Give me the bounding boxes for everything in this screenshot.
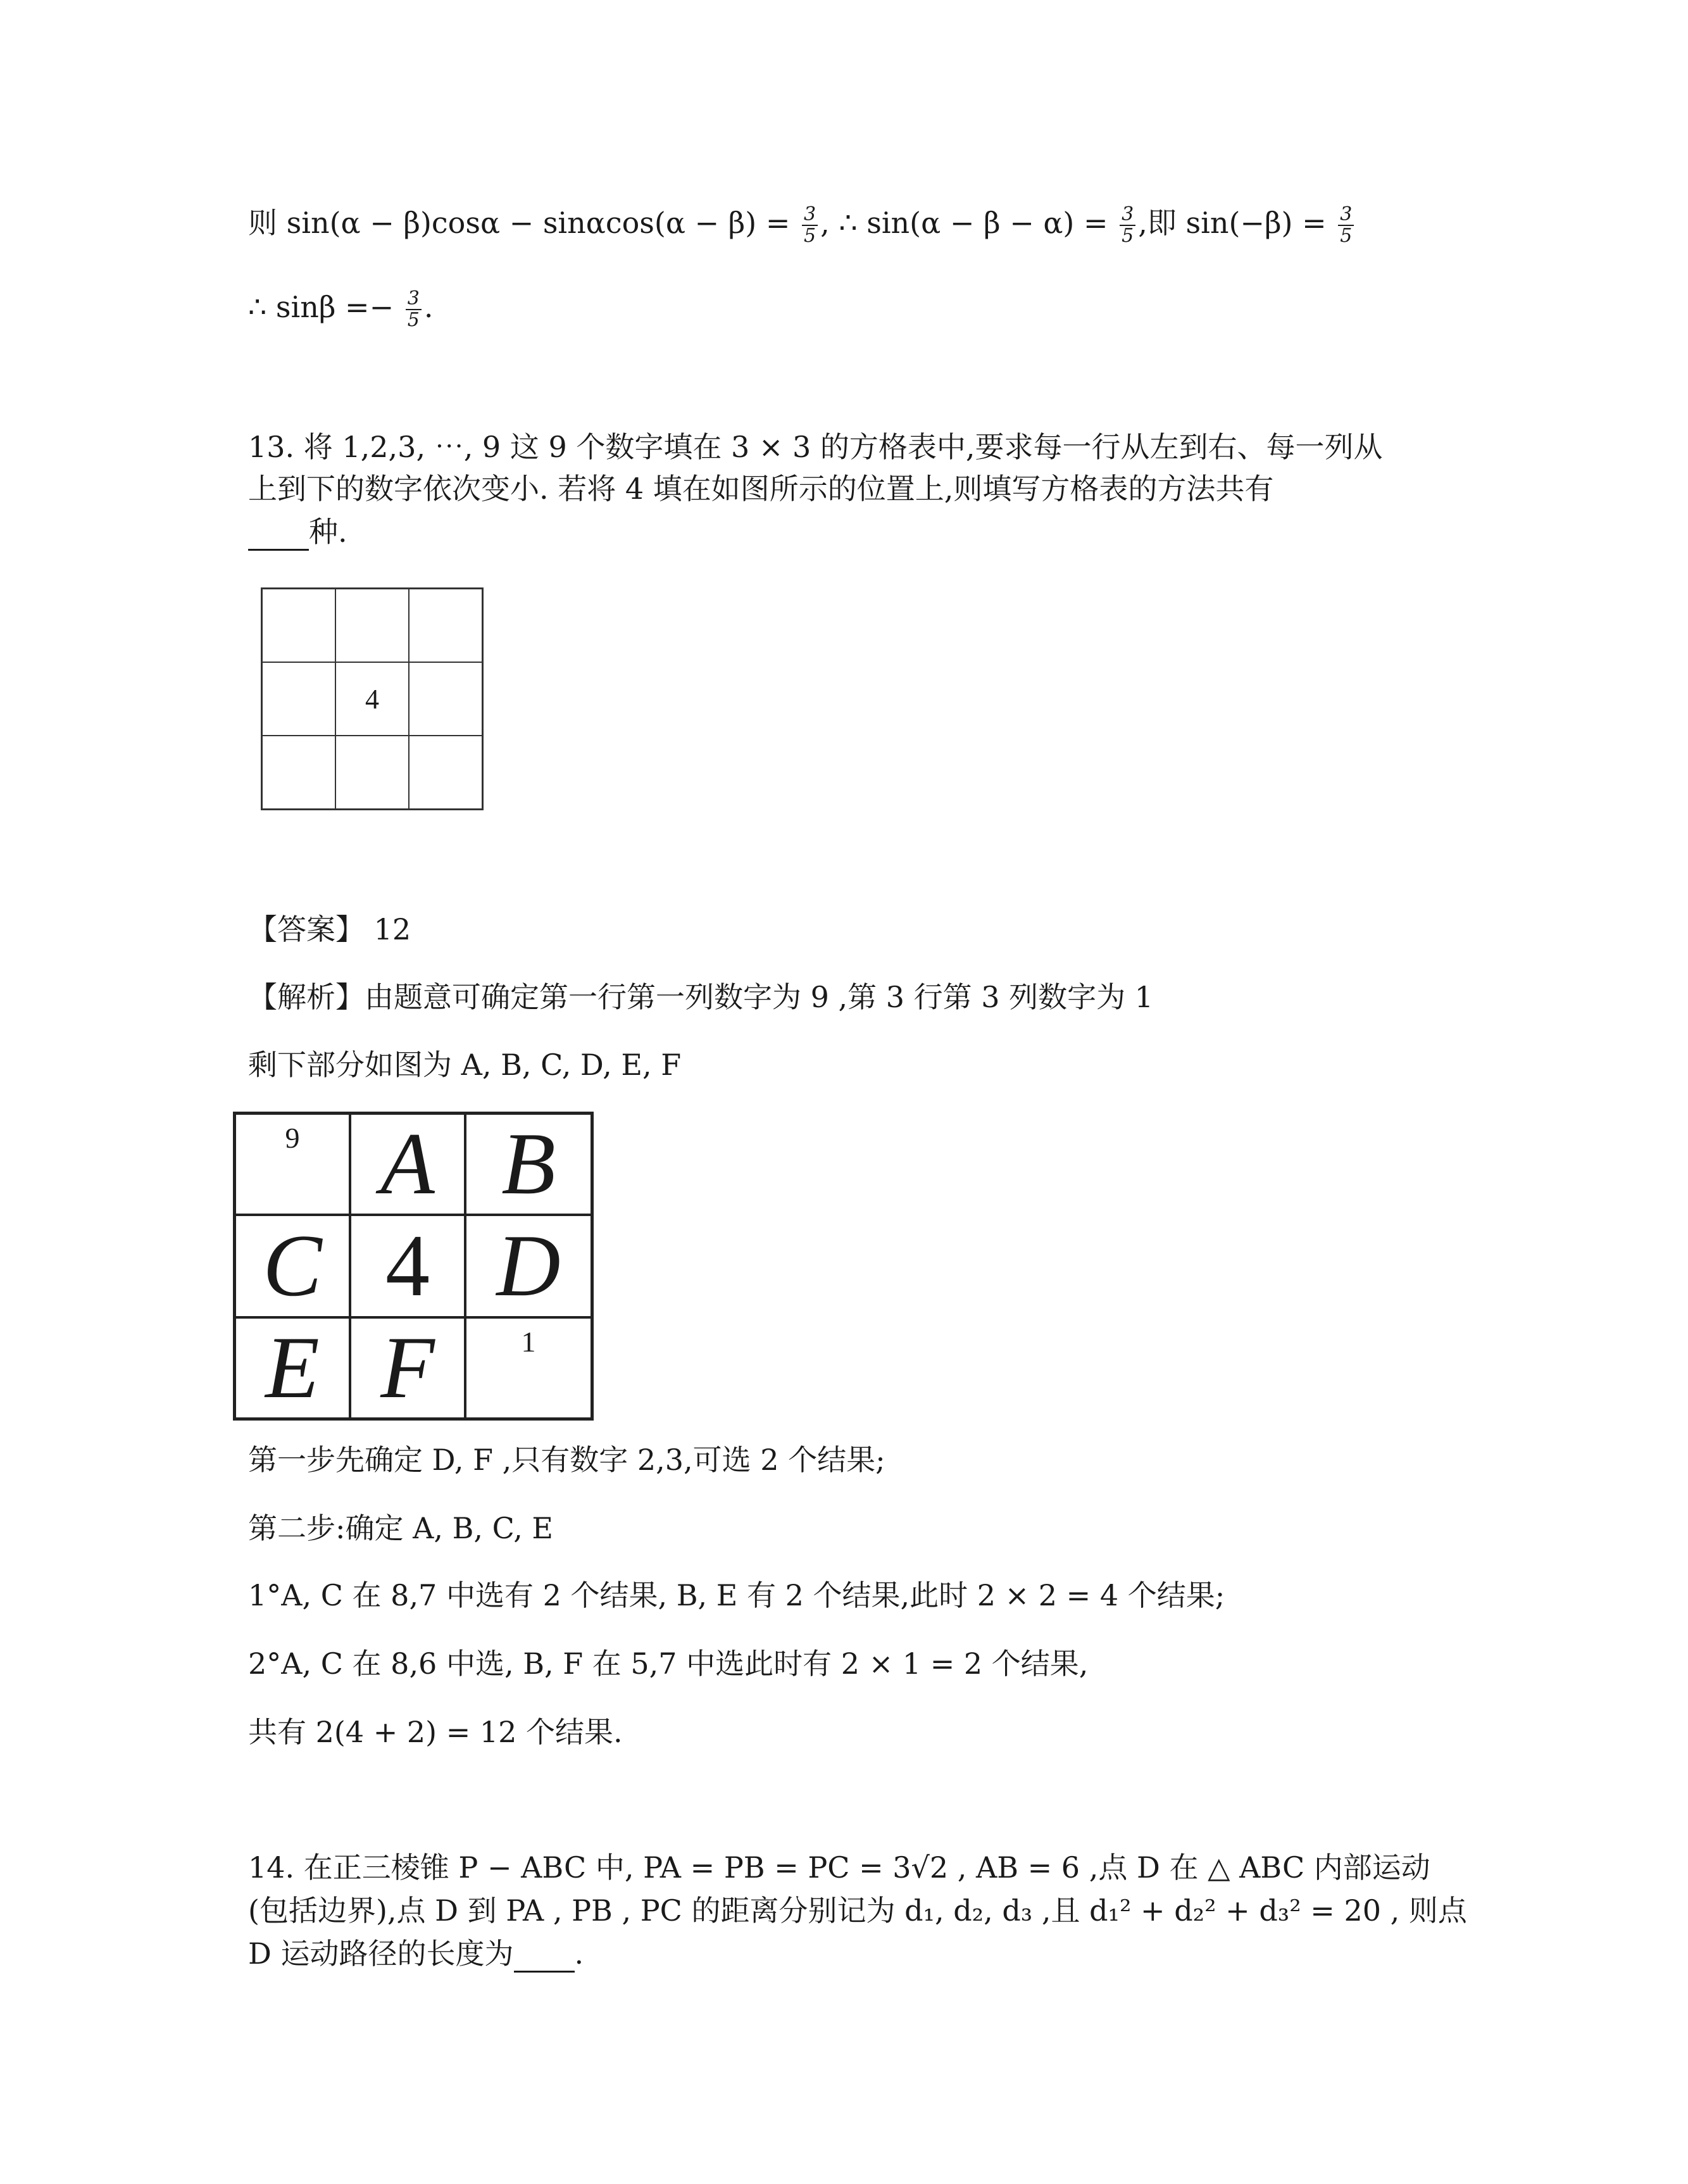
q12-line2-part2: . <box>423 290 434 324</box>
grid-cell-E: E <box>235 1317 350 1419</box>
q14-stem-prefix: D 运动路径的长度为 <box>248 1936 514 1971</box>
q12-line2-part1: ∴ sinβ =− <box>248 290 403 324</box>
q12-line1-part1: 则 sin(α − β)cosα − sinαcos(α − β) = <box>248 206 800 240</box>
q13-stem-line2: 上到下的数字依次变小. 若将 4 填在如图所示的位置上,则填写方格表的方法共有 <box>248 472 1274 506</box>
q14-stem-suffix: . <box>574 1936 584 1971</box>
q13-step1: 第一步先确定 D, F ,只有数字 2,3,可选 2 个结果; <box>248 1443 885 1477</box>
grid-cell-1: 1 <box>465 1317 592 1419</box>
answer-value: 12 <box>373 912 411 946</box>
grid-cell: 4 <box>335 662 409 736</box>
q12-line1-part3: ,即 sin(−β) = <box>1138 206 1336 240</box>
q13-case2: 2°A, C 在 8,6 中选, B, F 在 5,7 中选此时有 2 × 1 = 2 个结果, <box>248 1647 1089 1681</box>
grid-cell-F: F <box>350 1317 465 1419</box>
q13-grid-figure <box>261 587 484 810</box>
grid-cell <box>262 736 335 809</box>
fraction: $\frac{3}{5}$ <box>1120 204 1135 246</box>
answer-blank <box>248 521 309 551</box>
grid-cell <box>335 589 409 662</box>
q13-remaining: 剩下部分如图为 A, B, C, D, E, F <box>248 1048 682 1082</box>
q13-answer <box>248 910 411 948</box>
fraction: $\frac{3}{5}$ <box>406 289 422 330</box>
q14-stem-line1: 14. 在正三棱锥 P − ABC 中, PA = PB = PC = 3√2 , AB = 6 ,点 D 在 △ ABC 内部运动 <box>248 1850 1430 1885</box>
grid-cell <box>409 736 482 809</box>
q13-total: 共有 2(4 + 2) = 12 个结果. <box>248 1715 623 1749</box>
q13-solution-grid <box>233 1112 594 1421</box>
q13-step2: 第二步:确定 A, B, C, E <box>248 1511 554 1545</box>
grid-cell <box>409 662 482 736</box>
grid-cell-D: D <box>465 1215 592 1317</box>
grid-cell-A: A <box>350 1114 465 1215</box>
answer-label: 【答案】 <box>248 912 365 946</box>
q13-stem-suffix: 种. <box>309 515 347 549</box>
grid-cell <box>262 589 335 662</box>
grid-cell <box>335 736 409 809</box>
grid-cell-4: 4 <box>350 1215 465 1317</box>
fraction: $\frac{3}{5}$ <box>802 204 818 246</box>
grid-cell-B: B <box>465 1114 592 1215</box>
q12-solution-line2 <box>248 288 433 330</box>
grid-cell-9: 9 <box>235 1114 350 1215</box>
fraction: $\frac{3}{5}$ <box>1338 204 1354 246</box>
q13-case1: 1°A, C 在 8,7 中选有 2 个结果, B, E 有 2 个结果,此时 2 × 2 = 4 个结果; <box>248 1578 1225 1612</box>
q13-analysis: 【解析】由题意可确定第一行第一列数字为 9 ,第 3 行第 3 列数字为 1 <box>248 980 1154 1014</box>
answer-blank <box>514 1943 575 1973</box>
q12-solution-line1 <box>248 204 1356 246</box>
grid-cell-C: C <box>235 1215 350 1317</box>
q14-stem-line2: (包括边界),点 D 到 PA , PB , PC 的距离分别记为 d₁, d₂, d₃ ,且 d₁² + d₂² + d₃² = 20 , 则点 <box>248 1893 1467 1928</box>
q13-stem-line1: 13. 将 1,2,3, ⋯, 9 这 9 个数字填在 3 × 3 的方格表中,要求每一行从左到右、每一列从 <box>248 430 1383 464</box>
q14-stem-line3 <box>248 1935 584 1973</box>
q12-line1-part2: , ∴ sin(α − β − α) = <box>820 206 1118 240</box>
grid-cell <box>262 662 335 736</box>
grid-cell <box>409 589 482 662</box>
q13-stem-line3 <box>248 513 347 551</box>
